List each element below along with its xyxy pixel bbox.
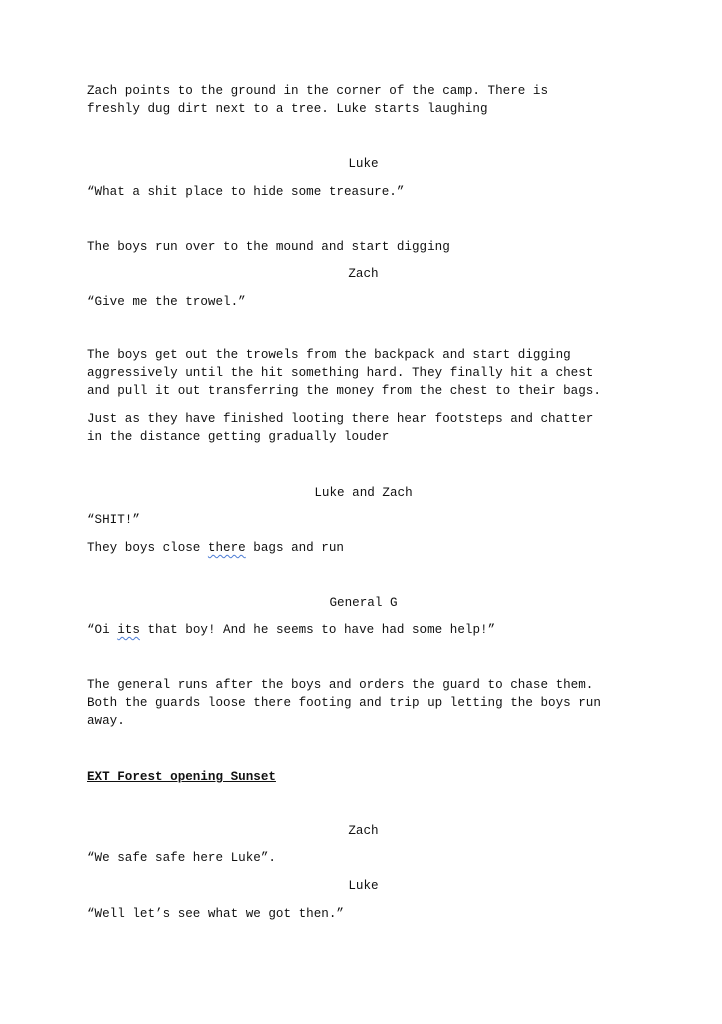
action-line: in the distance getting gradually louder [87, 430, 390, 444]
dialogue-line: “Give me the trowel.” [87, 295, 246, 309]
action-line: Just as they have finished looting there hear footsteps and chatter [87, 412, 594, 426]
text-segment: bags and run [245, 541, 344, 555]
action-line: aggressively until the hit something hard. They finally hit a chest [87, 366, 594, 380]
action-line: away. [87, 714, 125, 728]
character-name: Zach [348, 267, 379, 281]
dialogue-line: “What a shit place to hide some treasure.” [87, 185, 405, 199]
action-line: The boys run over to the mound and start digging [87, 240, 450, 254]
spellcheck-flagged-word[interactable]: there [207, 541, 246, 555]
dialogue-line: “SHIT!” [87, 513, 140, 527]
action-line: and pull it out transferring the money from the chest to their bags. [87, 384, 601, 398]
character-name: Luke [348, 879, 379, 893]
action-line: Both the guards loose there footing and trip up letting the boys run [87, 696, 601, 710]
action-line: The boys get out the trowels from the backpack and start digging [87, 348, 571, 362]
action-line: The general runs after the boys and orders the guard to chase them. [87, 678, 594, 692]
action-line: Zach points to the ground in the corner of the camp. There is [87, 84, 549, 98]
action-line: freshly dug dirt next to a tree. Luke starts laughing [87, 102, 488, 116]
character-name: General G [329, 596, 398, 610]
dialogue-line [87, 621, 495, 639]
text-segment: They boys close [87, 541, 208, 555]
text-segment: “Oi [87, 623, 118, 637]
character-name: Luke and Zach [314, 486, 413, 500]
scene-heading: EXT Forest opening Sunset [87, 770, 276, 784]
character-name: Luke [348, 157, 379, 171]
dialogue-line: “Well let’s see what we got then.” [87, 907, 344, 921]
text-segment: that boy! And he seems to have had some help!” [139, 623, 496, 637]
action-line [87, 539, 344, 557]
spellcheck-flagged-word[interactable]: its [117, 623, 140, 637]
dialogue-line: “We safe safe here Luke”. [87, 851, 276, 865]
character-name: Zach [348, 824, 379, 838]
